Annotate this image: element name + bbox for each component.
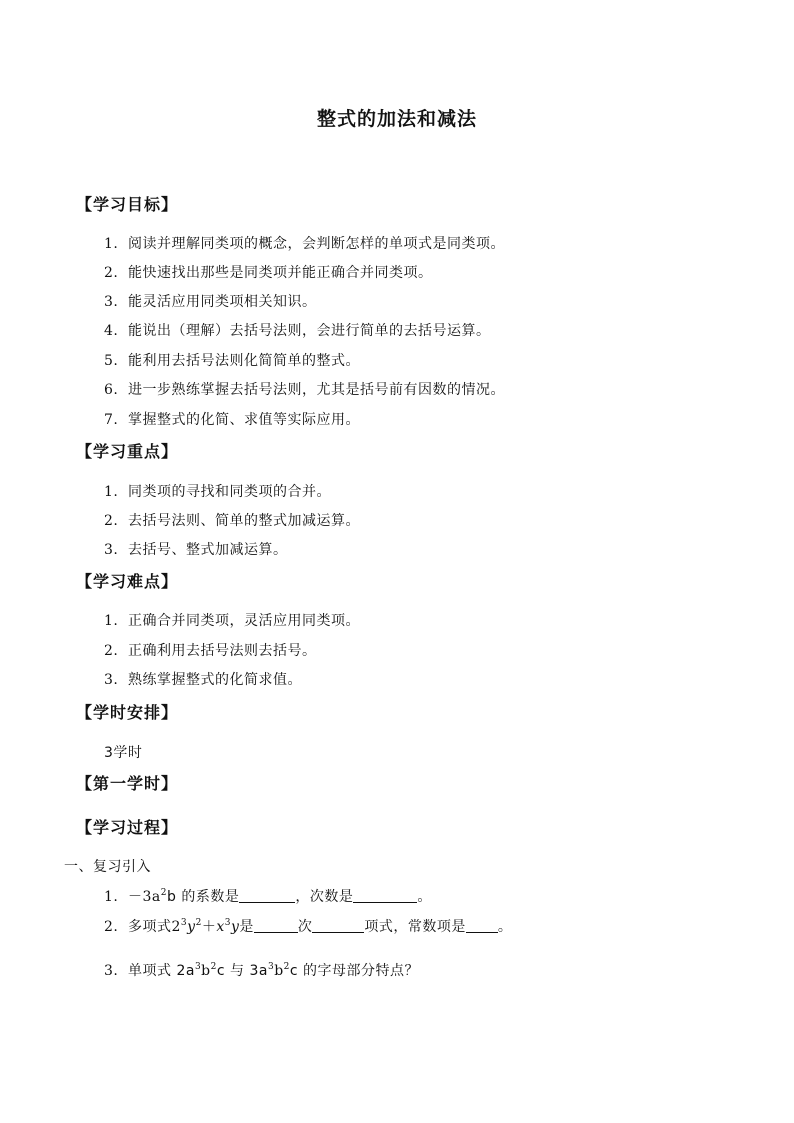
difficulty-item: 1. 正确合并同类项，灵活应用同类项。 [104, 613, 360, 629]
heading-objectives: 【学习目标】 [76, 195, 179, 214]
objective-item: 3. 能灵活应用同类项相关知识。 [104, 294, 317, 310]
objective-item: 7. 掌握整式的化简、求值等实际应用。 [104, 412, 360, 428]
objective-item: 1. 阅读并理解同类项的概念，会判断怎样的单项式是同类项。 [104, 236, 505, 252]
answer-blank[interactable] [353, 888, 417, 903]
answer-blank[interactable] [312, 918, 364, 933]
answer-blank[interactable] [466, 918, 498, 933]
document-title: 整式的加法和减法 [316, 108, 477, 130]
heading-schedule: 【学时安排】 [76, 703, 179, 722]
difficulty-item: 2. 正确利用去括号法则去括号。 [104, 643, 317, 659]
key-point-item: 3. 去括号、整式加减运算。 [104, 542, 288, 558]
answer-blank[interactable] [254, 918, 298, 933]
heading-difficulties: 【学习难点】 [76, 572, 179, 591]
question-1: 1. $-3a^2b$ 的系数是 ，次数是 。 [104, 888, 432, 905]
objective-item: 4. 能说出（理解）去括号法则，会进行简单的去括号运算。 [104, 323, 491, 339]
review-subheading: 一、复习引入 [64, 859, 151, 875]
objective-item: 6. 进一步熟练掌握去括号法则，尤其是括号前有因数的情况。 [104, 382, 505, 398]
heading-first-period: 【第一学时】 [76, 774, 179, 793]
objective-item: 5. 能利用去括号法则化简简单的整式。 [104, 353, 360, 369]
difficulty-item: 3. 熟练掌握整式的化简求值。 [104, 672, 302, 688]
question-2: 2. 多项式$2^3y^2+x^3y$是 次 项式，常数项是 。 [104, 918, 513, 935]
key-point-item: 1. 同类项的寻找和同类项的合并。 [104, 484, 331, 500]
key-point-item: 2. 去括号法则、简单的整式加减运算。 [104, 513, 360, 529]
heading-key-points: 【学习重点】 [76, 442, 179, 461]
schedule-text: 3学时 [104, 745, 143, 761]
question-3: 3. 单项式 $2a^3b^2c$ 与 $3a^3b^2c$ 的字母部分特点？ [104, 962, 420, 979]
heading-process: 【学习过程】 [76, 818, 179, 837]
objective-item: 2. 能快速找出那些是同类项并能正确合并同类项。 [104, 265, 433, 281]
answer-blank[interactable] [239, 888, 295, 903]
